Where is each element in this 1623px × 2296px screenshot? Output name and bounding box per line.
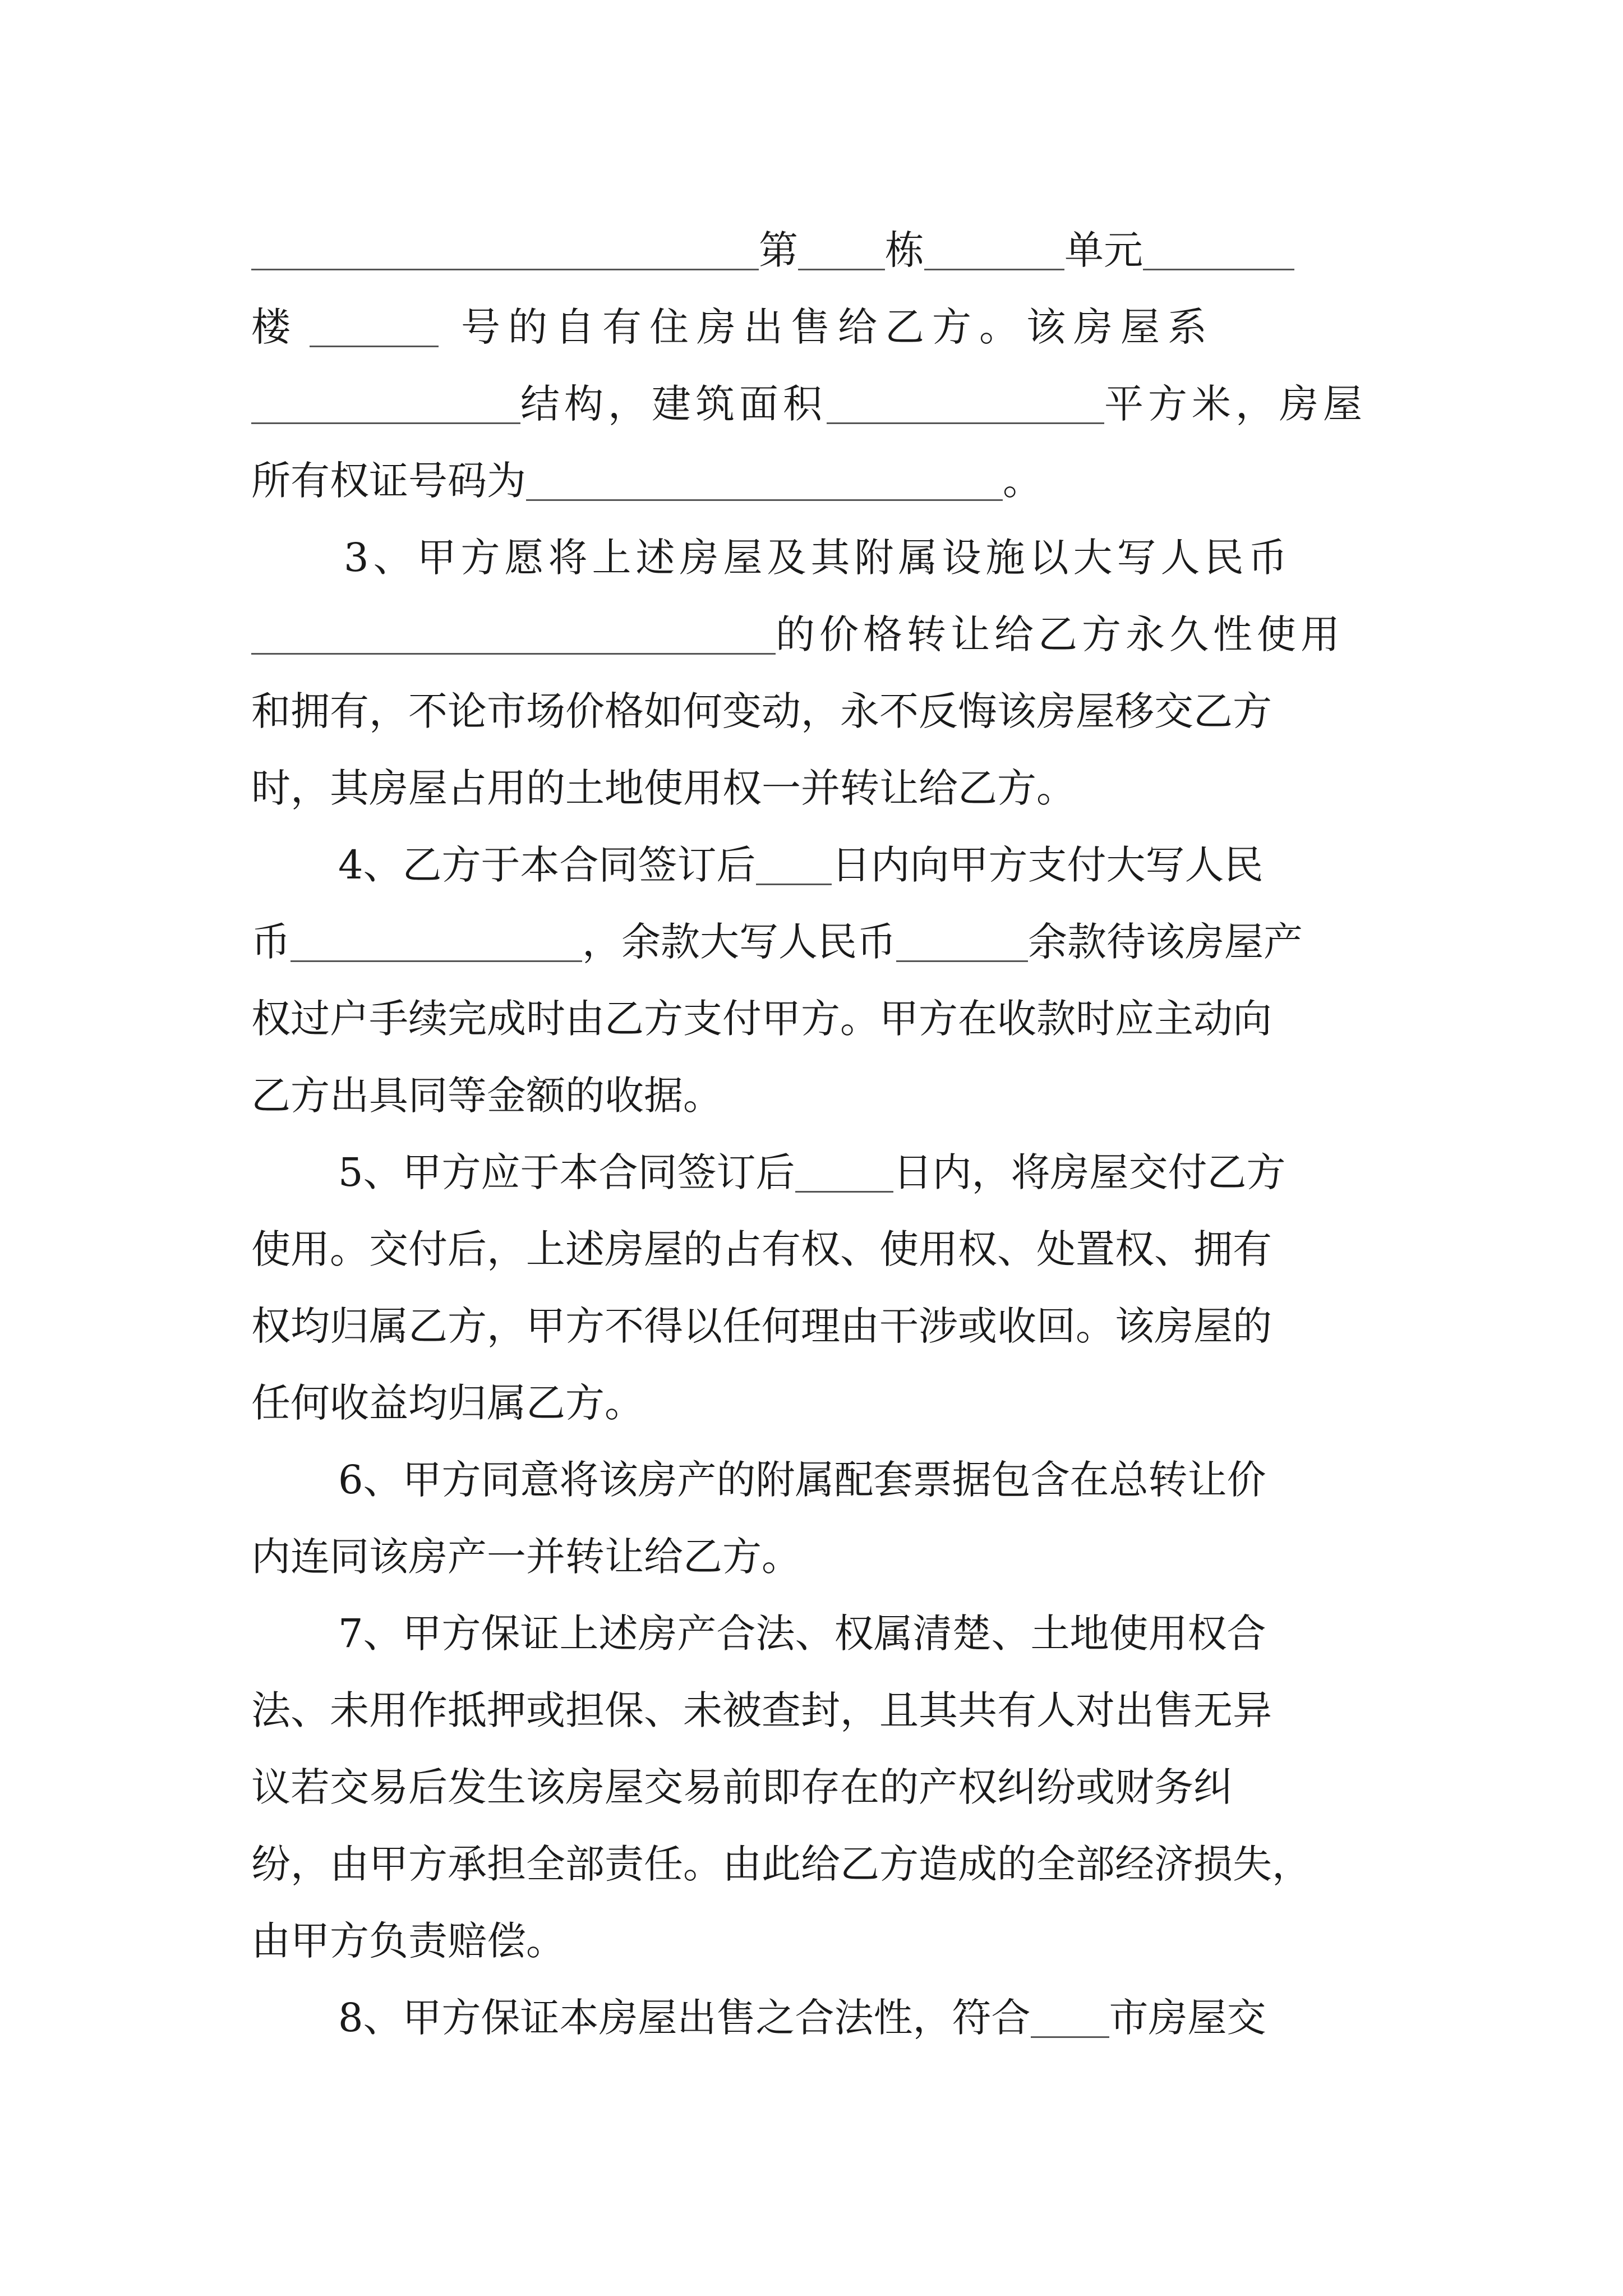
clause-5-start: 5、甲方应于本合同签订后 [338, 1149, 795, 1195]
text-line6: 的价格转让给乙方永久性使用 [776, 611, 1344, 657]
line-10 [251, 904, 1387, 981]
line-13 [251, 1134, 1387, 1211]
text-line4a: 所有权证号码为 [251, 458, 526, 504]
line-4 [251, 443, 1387, 519]
line-8 [251, 750, 1387, 827]
days-blank [756, 839, 832, 885]
contract-body [251, 212, 1387, 2056]
text-line2: 号的自有住房出售给乙方。该房屋系 [461, 304, 1215, 350]
address-blank [251, 224, 759, 270]
text-dong: 栋 [885, 227, 924, 273]
price-blank [251, 608, 776, 655]
line-21 [251, 1749, 1387, 1826]
line-15 [251, 1288, 1387, 1365]
line-7 [251, 673, 1387, 750]
text-line7: 和拥有，不论市场价格如何变动，永不反悔该房屋移交乙方 [251, 688, 1272, 734]
certificate-blank [526, 454, 1003, 501]
area-blank [827, 378, 1104, 424]
line-6 [251, 596, 1387, 673]
text-line11: 权过户手续完成时由乙方支付甲方。甲方在收款时应主动向 [251, 996, 1272, 1042]
city-blank [1031, 1991, 1109, 2038]
line-16 [251, 1365, 1387, 1442]
text-line20: 法、未用作抵押或担保、未被查封，且其共有人对出售无异 [251, 1687, 1272, 1733]
text-line9b: 日内向甲方支付大写人民 [831, 842, 1264, 888]
line-22 [251, 1826, 1387, 1903]
line-19 [251, 1595, 1387, 1672]
text-line3a: 结构，建筑面积 [520, 381, 827, 427]
line-12 [251, 1057, 1387, 1134]
text-line10c: 余款待该房屋产 [1028, 919, 1303, 965]
text-line21: 议若交易后发生该房屋交易前即存在的产权纠纷或财务纠 [251, 1764, 1233, 1810]
line-18 [251, 1519, 1387, 1595]
unit-blank [924, 224, 1064, 270]
text-line18: 内连同该房产一并转让给乙方。 [251, 1534, 801, 1580]
line-20 [251, 1672, 1387, 1749]
deposit-blank [291, 915, 582, 962]
text-line13b: 日内，将房屋交付乙方 [893, 1149, 1286, 1195]
clause-3-start: 3、甲方愿将上述房屋及其附属设施以大写人民币 [344, 535, 1292, 581]
clause-4-start: 4、乙方于本合同签订后 [338, 842, 756, 888]
line-3 [251, 366, 1387, 443]
delivery-days-blank [795, 1146, 893, 1193]
text-line15: 权均归属乙方，甲方不得以任何理由干涉或收回。该房屋的 [251, 1303, 1272, 1349]
text-di: 第 [759, 227, 798, 273]
line-5 [251, 519, 1387, 596]
text-line12: 乙方出具同等金额的收据。 [251, 1073, 722, 1119]
line-9 [251, 827, 1387, 904]
text-danyuan: 单元 [1064, 227, 1143, 273]
line-14 [251, 1211, 1387, 1288]
number-blank [310, 301, 439, 347]
text-line16: 任何收益均归属乙方。 [251, 1380, 644, 1426]
text-line23: 由甲方负责赔偿。 [251, 1918, 565, 1964]
line-1 [251, 212, 1387, 289]
line-23 [251, 1903, 1387, 1980]
text-line3b: 平方米，房屋 [1104, 381, 1367, 427]
text-line22: 纷，由甲方承担全部责任。由此给乙方造成的全部经济损失， [251, 1841, 1311, 1887]
clause-8-start: 8、甲方保证本房屋出售之合法性，符合 [338, 1995, 1031, 2041]
line-17 [251, 1442, 1387, 1519]
text-line24b: 市房屋交 [1109, 1995, 1266, 2041]
clause-6-start: 6、甲方同意将该房产的附属配套票据包含在总转让价 [338, 1457, 1266, 1503]
text-lou: 楼 [251, 304, 298, 350]
text-bi: 币 [251, 919, 291, 965]
clause-7-start: 7、甲方保证上述房产合法、权属清楚、土地使用权合 [338, 1611, 1266, 1657]
text-line8: 时，其房屋占用的土地使用权一并转让给乙方。 [251, 765, 1076, 811]
text-line4b: 。 [1003, 458, 1042, 504]
trailing-blank [1143, 224, 1294, 270]
balance-blank [896, 915, 1028, 962]
line-2 [251, 289, 1387, 366]
structure-blank [251, 378, 520, 424]
line-24 [251, 1980, 1387, 2056]
text-line10b: ，余款大写人民币 [582, 919, 896, 965]
line-11 [251, 981, 1387, 1057]
building-blank [798, 224, 885, 270]
text-line14: 使用。交付后，上述房屋的占有权、使用权、处置权、拥有 [251, 1226, 1272, 1272]
